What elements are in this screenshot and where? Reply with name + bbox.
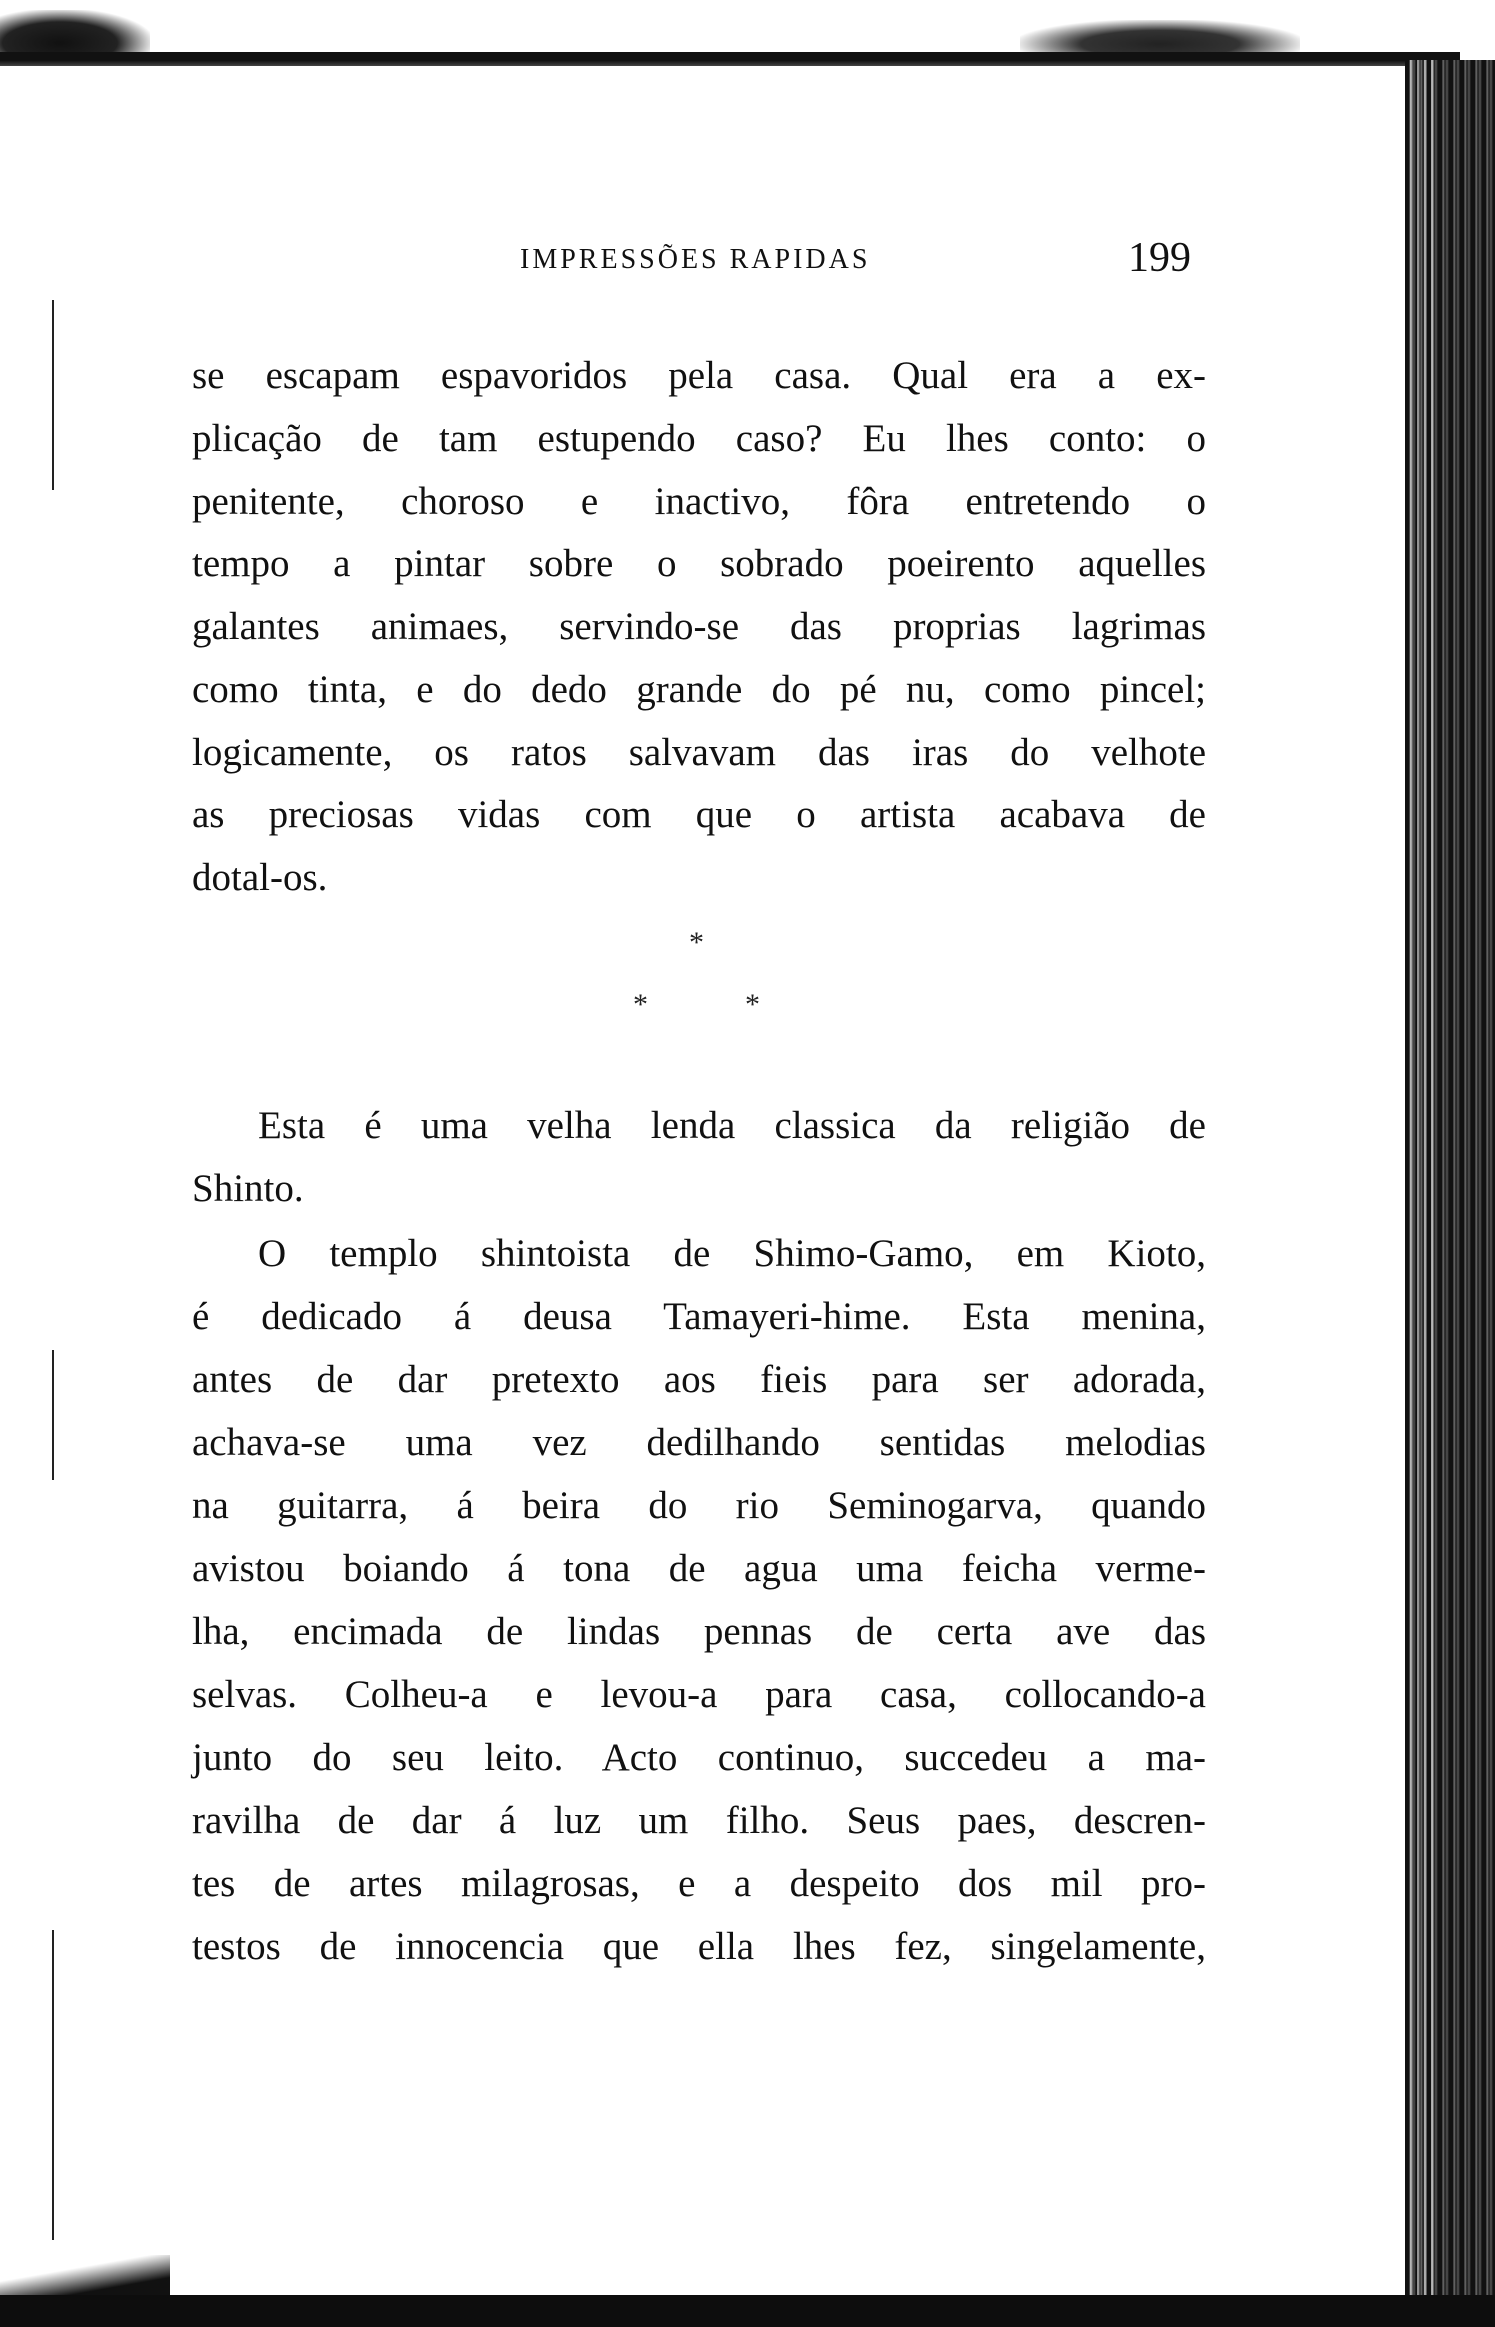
text-line: logicamente, os ratos salvavam das iras do velhote — [192, 731, 1206, 774]
text-line: na guitarra, á beira do rio Seminogarva, quando — [192, 1484, 1206, 1527]
text-line: Shinto. — [192, 1167, 304, 1210]
scan-edge-top — [0, 52, 1460, 66]
text-line: plicação de tam estupendo caso? Eu lhes conto: o — [192, 417, 1206, 460]
scan-shadow-bottom-left — [0, 2255, 170, 2300]
scan-mark-left — [52, 1930, 54, 2240]
text-line: é dedicado á deusa Tamayeri-hime. Esta menina, — [192, 1295, 1206, 1338]
scan-mark-left — [52, 300, 54, 490]
scan-mark-left — [52, 1350, 54, 1480]
scan-edge-bottom — [0, 2295, 1495, 2327]
book-fore-edge-highlight — [1410, 60, 1438, 2300]
asterisk-mark: * — [689, 926, 704, 959]
text-line: tes de artes milagrosas, e a despeito dos mil pro- — [192, 1862, 1206, 1905]
text-line: antes de dar pretexto aos fieis para ser adorada, — [192, 1358, 1206, 1401]
page-number: 199 — [1128, 235, 1191, 281]
text-line: galantes animaes, servindo-se das proprias lagrimas — [192, 605, 1206, 648]
running-title: IMPRESSÕES RAPIDAS — [520, 244, 871, 275]
asterisk-mark: * — [633, 988, 648, 1021]
text-line: tempo a pintar sobre o sobrado poeirento aquelles — [192, 542, 1206, 585]
text-line: lha, encimada de lindas pennas de certa ave das — [192, 1610, 1206, 1653]
text-line: dotal-os. — [192, 856, 328, 899]
text-line: testos de innocencia que ella lhes fez, singelamente, — [192, 1925, 1206, 1968]
text-line: penitente, choroso e inactivo, fôra entretendo o — [192, 480, 1206, 523]
text-line: ravilha de dar á luz um filho. Seus paes, descren- — [192, 1799, 1206, 1842]
text-line: se escapam espavoridos pela casa. Qual era a ex- — [192, 354, 1206, 397]
text-line: achava-se uma vez dedilhando sentidas melodias — [192, 1421, 1206, 1464]
text-line: as preciosas vidas com que o artista acabava de — [192, 793, 1206, 836]
text-line: como tinta, e do dedo grande do pé nu, como pincel; — [192, 668, 1206, 711]
text-line: O templo shintoista de Shimo-Gamo, em Kioto, — [258, 1232, 1206, 1275]
text-line: avistou boiando á tona de agua uma feicha verme- — [192, 1547, 1206, 1590]
text-line: junto do seu leito. Acto continuo, succedeu a ma- — [192, 1736, 1206, 1779]
asterisk-mark: * — [745, 988, 760, 1021]
text-line: Esta é uma velha lenda classica da religião de — [258, 1104, 1206, 1147]
text-line: selvas. Colheu-a e levou-a para casa, collocando-a — [192, 1673, 1206, 1716]
